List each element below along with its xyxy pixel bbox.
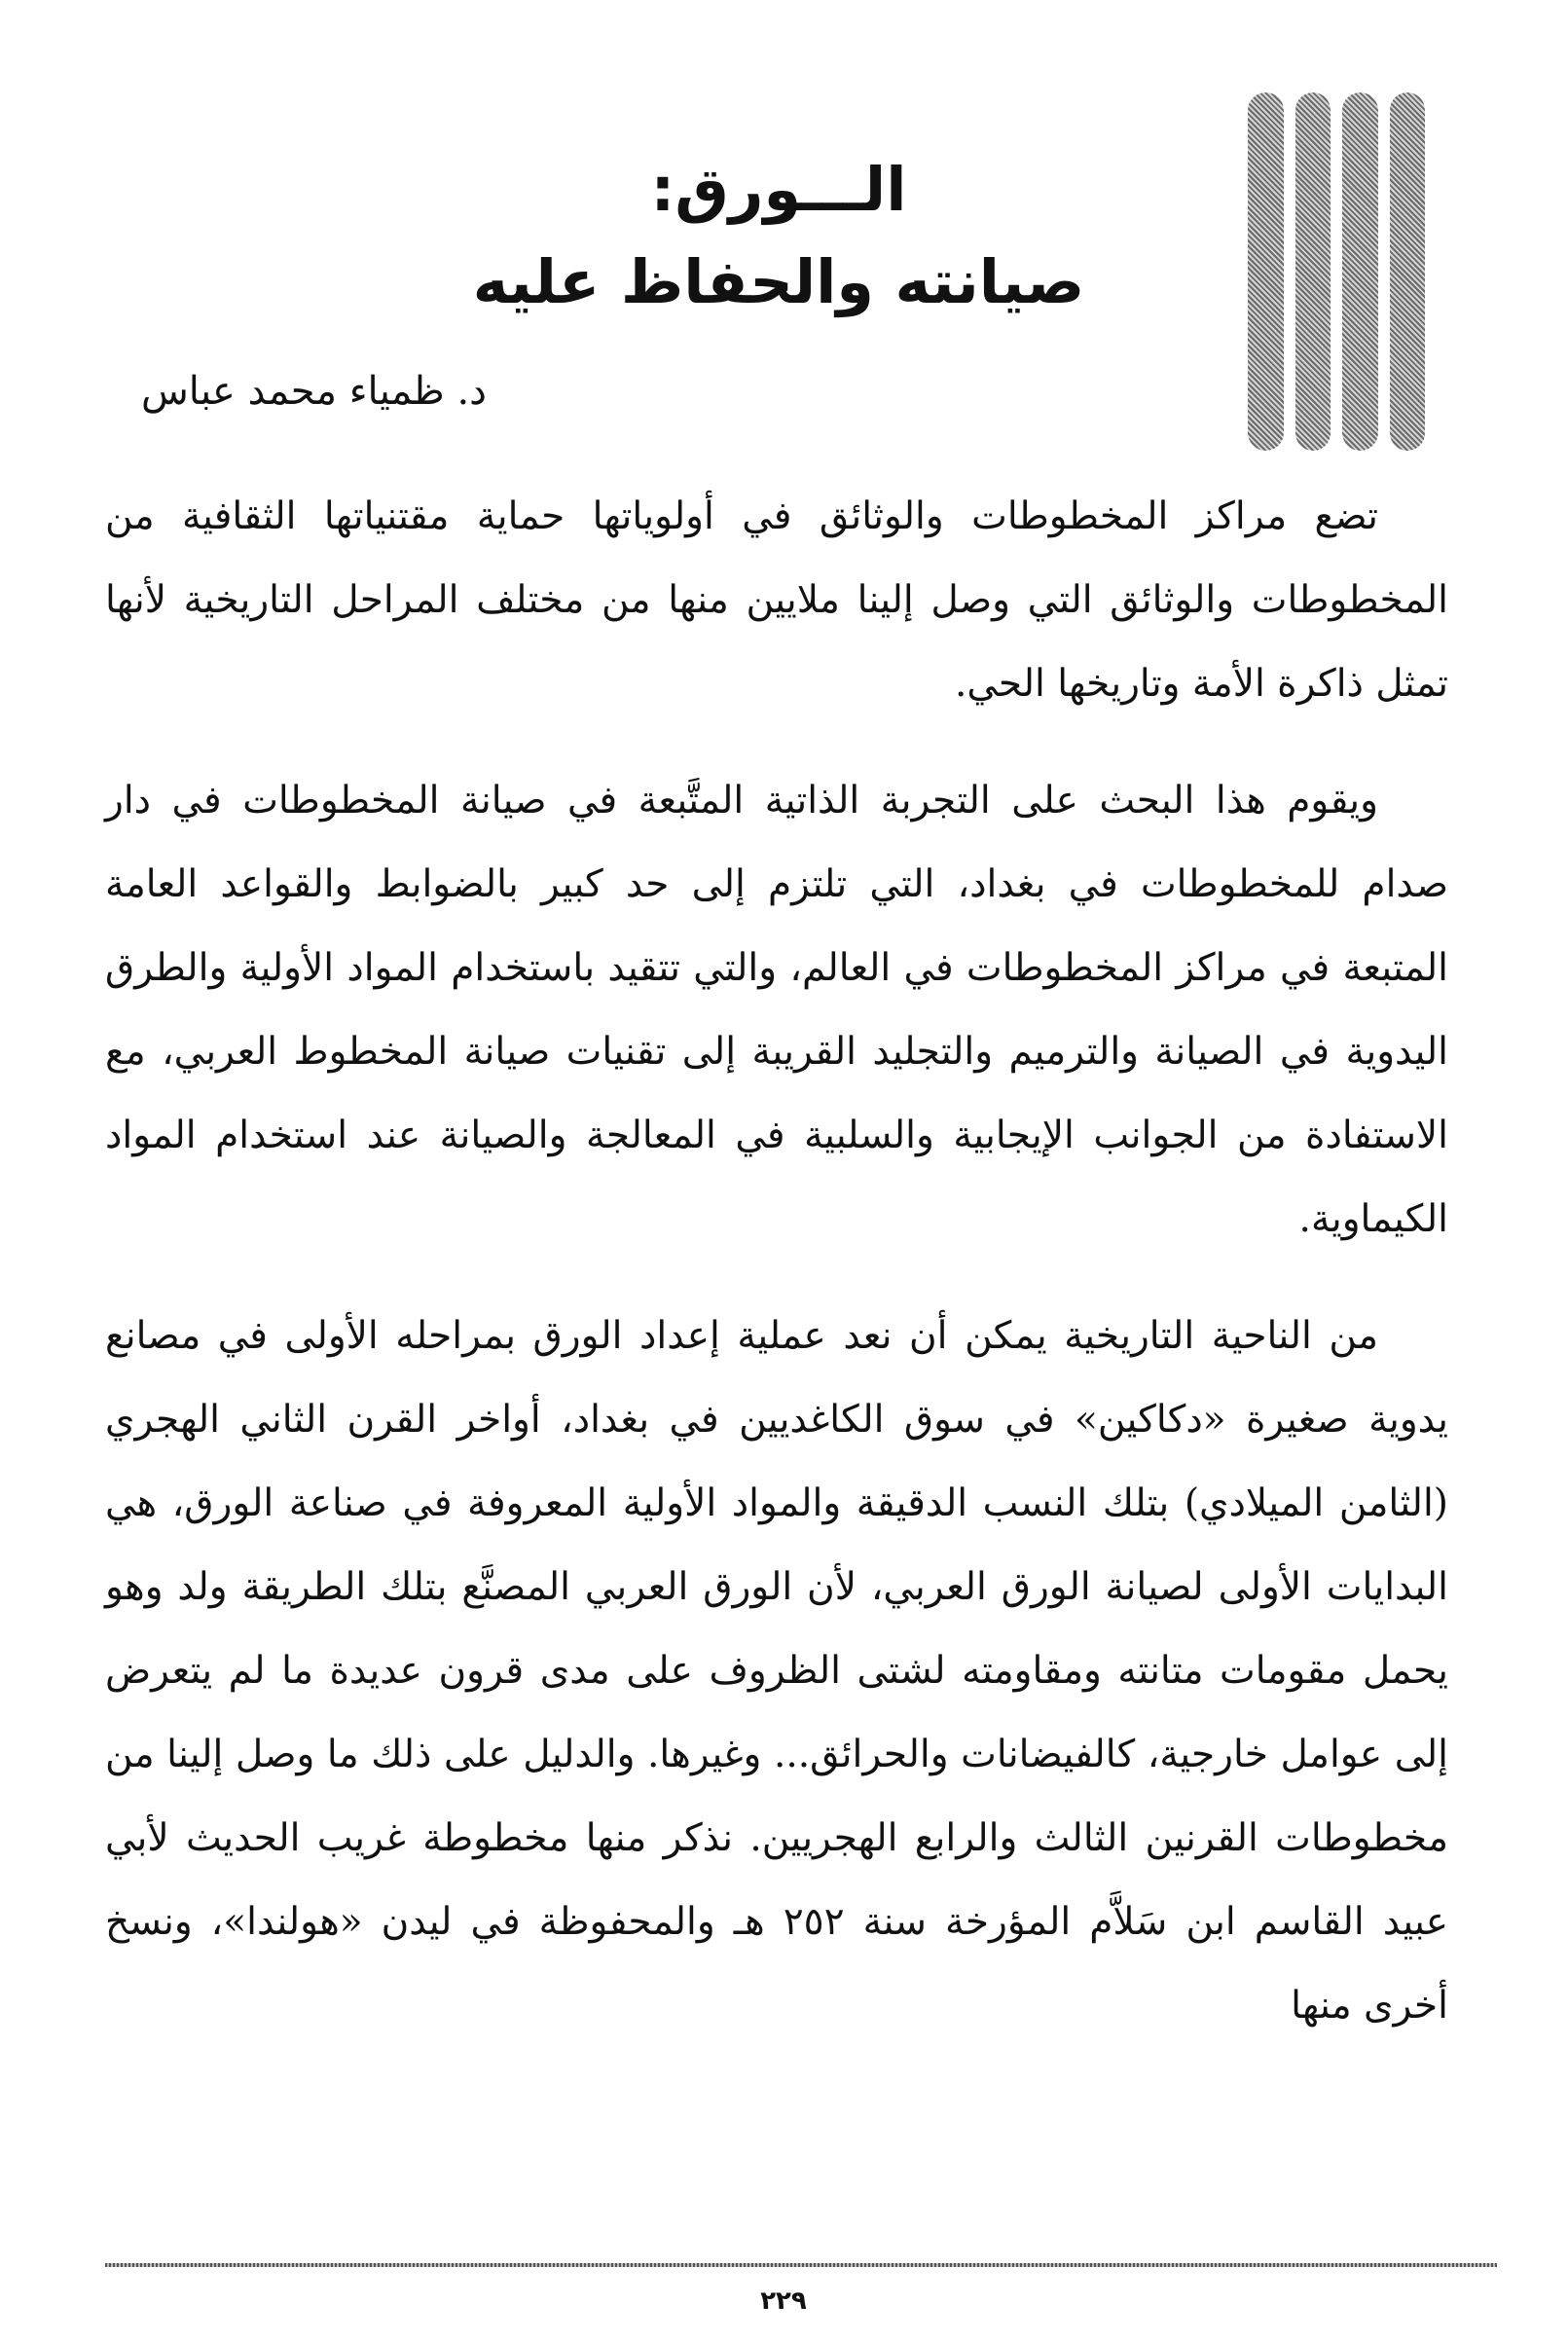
- title-line-1: الـــورق:: [650, 154, 907, 225]
- footer-divider: [105, 2263, 1497, 2267]
- article-body: [105, 475, 1448, 2081]
- decorative-stripe-bar: [1295, 92, 1331, 451]
- decorative-stripe-bar: [1342, 92, 1378, 451]
- decorative-stripes: [1248, 92, 1425, 451]
- decorative-stripe-bar: [1248, 92, 1284, 451]
- article-title: [467, 146, 1090, 331]
- author-name: د. ظمياء محمد عباس: [140, 369, 487, 414]
- paragraph-3: من الناحية التاريخية يمكن أن نعد عملية إعداد الورق بمراحله الأولى في مصانع يدوية صغيرة «دكاكين» في سوق الكاغديين في بغداد، أواخر القرن الثاني الهجري (الثامن الميلادي) بتلك النسب الدقيقة والمواد الأولية المعروفة في صناعة الورق، هي البدايات الأولى لصيانة الورق العربي، لأن الورق العربي المصنَّع بتلك الطريقة ولد وهو يحمل مقومات متانته ومقاومته لشتى الظروف على مدى قرون عديدة ما لم يتعرض إلى عوامل خارجية، كالفيضانات والحرائق... وغيرها. والدليل على ذلك ما وصل إلينا من مخطوطات القرنين الثالث والرابع الهجريين. نذكر منها مخطوطة غريب الحديث لأبي عبيد القاسم ابن سَلاَّم المؤرخة سنة ٢٥٢ هـ والمحفوظة في ليدن «هولندا»، ونسخ أخرى منها: [105, 1314, 1448, 2028]
- paragraph-1: تضع مراكز المخطوطات والوثائق في أولوياتها حماية مقتنياتها الثقافية من المخطوطات والوثائق التي وصل إلينا ملايين منها من مختلف المراحل التاريخية لأنها تمثل ذاكرة الأمة وتاريخها الحي.: [105, 494, 1448, 706]
- title-line-2: صيانته والحفاظ عليه: [472, 246, 1085, 317]
- paragraph-2: ويقوم هذا البحث على التجربة الذاتية المتَّبعة في صيانة المخطوطات في دار صدام للمخطوطات في بغداد، التي تلتزم إلى حد كبير بالضوابط والقواعد العامة المتبعة في مراكز المخطوطات في العالم، والتي تتقيد باستخدام المواد الأولية والطرق اليدوية في الصيانة والترميم والتجليد القريبة إلى تقنيات صيانة المخطوط العربي، مع الاستفادة من الجوانب الإيجابية والسلبية في المعالجة والصيانة عند استخدام المواد الكيماوية.: [105, 779, 1448, 1241]
- decorative-stripe-bar: [1390, 92, 1426, 451]
- page-number: ٢٢٩: [760, 2286, 807, 2316]
